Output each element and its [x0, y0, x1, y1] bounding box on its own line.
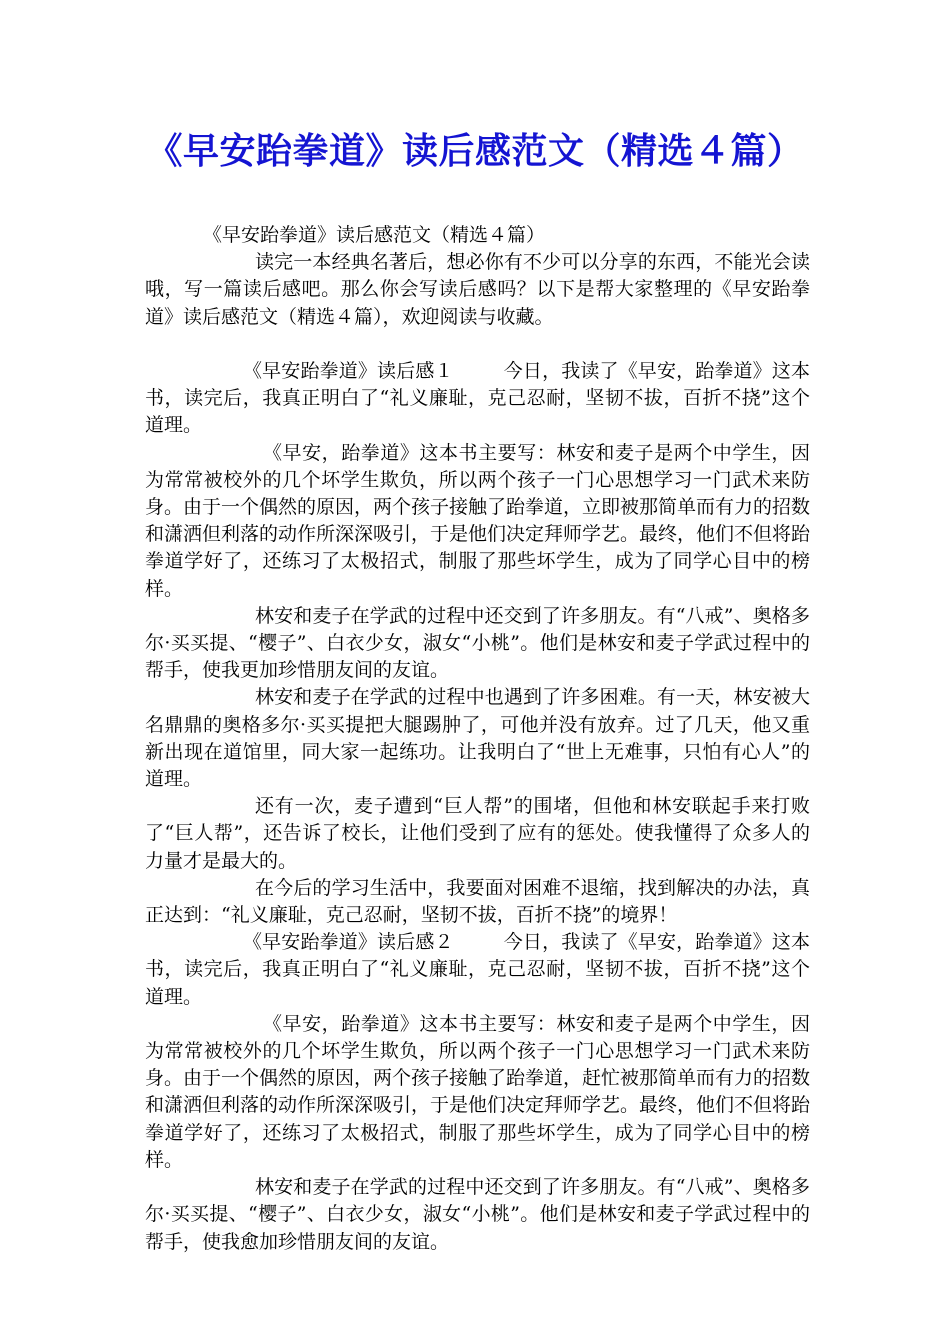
intro-paragraph: 读完一本经典名著后，想必你有不少可以分享的东西，不能光会读哦，写一篇读后感吧。那么你会写读后感吗？以下是帮大家整理的《早安跆拳道》读后感范文（精选４篇），欢迎阅读与收藏。 — [145, 251, 810, 328]
document-subtitle: 《早安跆拳道》读后感范文（精选４篇） — [203, 224, 546, 246]
section-1-paragraph: 林安和麦子在学武的过程中还交到了许多朋友。有“八戒”、奥格多尔·买买提、“樱子”、白衣少女，淑女“小桃”。他们是林安和麦子学武过程中的帮手，使我更加珍惜朋友间的友谊。 — [145, 604, 810, 682]
section-2-lead: 今日，我读了《早安，跆拳道》这本书，读完后，我真正明白了“礼义廉耻，克己忍耐，坚韧不拔，百折不挠”这个道理。 — [145, 931, 810, 1008]
blank-line — [145, 331, 810, 358]
document-body — [145, 222, 810, 1256]
section-1-opening — [145, 358, 810, 440]
section-1-paragraph: 还有一次，麦子遭到“巨人帮”的围堵，但他和林安联起手来打败了“巨人帮”，还告诉了校长，让他们受到了应有的惩处。使我懂得了众多人的力量才是最大的。 — [145, 795, 810, 872]
section-1-paragraph: 在今后的学习生活中，我要面对困难不退缩，找到解决的办法，真正达到：“礼义廉耻，克己忍耐，坚韧不拔，百折不挠”的境界！ — [145, 876, 810, 927]
section-2-heading: 《早安跆拳道》读后感２ — [243, 931, 454, 954]
section-1-heading: 《早安跆拳道》读后感１ — [243, 360, 454, 382]
section-2-paragraph: 林安和麦子在学武的过程中还交到了许多朋友。有“八戒”、奥格多尔·买买提、“樱子”、白衣少女，淑女“小桃”。他们是林安和麦子学武过程中的帮手，使我愈加珍惜朋友间的友谊。 — [145, 1176, 810, 1253]
section-2-paragraph: 《早安，跆拳道》这本书主要写：林安和麦子是两个中学生，因为常常被校外的几个坏学生欺负，所以两个孩子一门心思想学习一门武术来防身。由于一个偶然的原因，两个孩子接触了跆拳道，赶忙被那简单而有力的招数和潇洒但利落的动作所深深吸引，于是他们决定拜师学艺。最终，他们不但将跆拳道学好了，还练习了太极招式，制服了那些坏学生，成为了同学心目中的榜样。 — [145, 1012, 811, 1171]
section-1-paragraph: 林安和麦子在学武的过程中也遇到了许多困难。有一天，林安被大名鼎鼎的奥格多尔·买买提把大腿踢肿了，可他并没有放弃。过了几天，他又重新出现在道馆里，同大家一起练功。让我明白了“世上无难事，只怕有心人”的道理。 — [145, 686, 810, 791]
section-1-paragraph: 《早安，跆拳道》这本书主要写：林安和麦子是两个中学生，因为常常被校外的几个坏学生欺负，所以两个孩子一门心思想学习一门武术来防身。由于一个偶然的原因，两个孩子接触了跆拳道，立即被那简单而有力的招数和潇洒但利落的动作所深深吸引，于是他们决定拜师学艺。最终，他们不但将跆拳道学好了，还练习了太极招式，制服了那些坏学生，成为了同学心目中的榜样。 — [145, 441, 811, 600]
section-2-opening — [145, 929, 810, 1011]
section-1-lead: 今日，我读了《早安，跆拳道》这本书，读完后，我真正明白了“礼义廉耻，克己忍耐，坚韧不拔，百折不挠”这个道理。 — [145, 360, 810, 437]
document-title: 《早安跆拳道》读后感范文（精选４篇） — [146, 130, 804, 172]
